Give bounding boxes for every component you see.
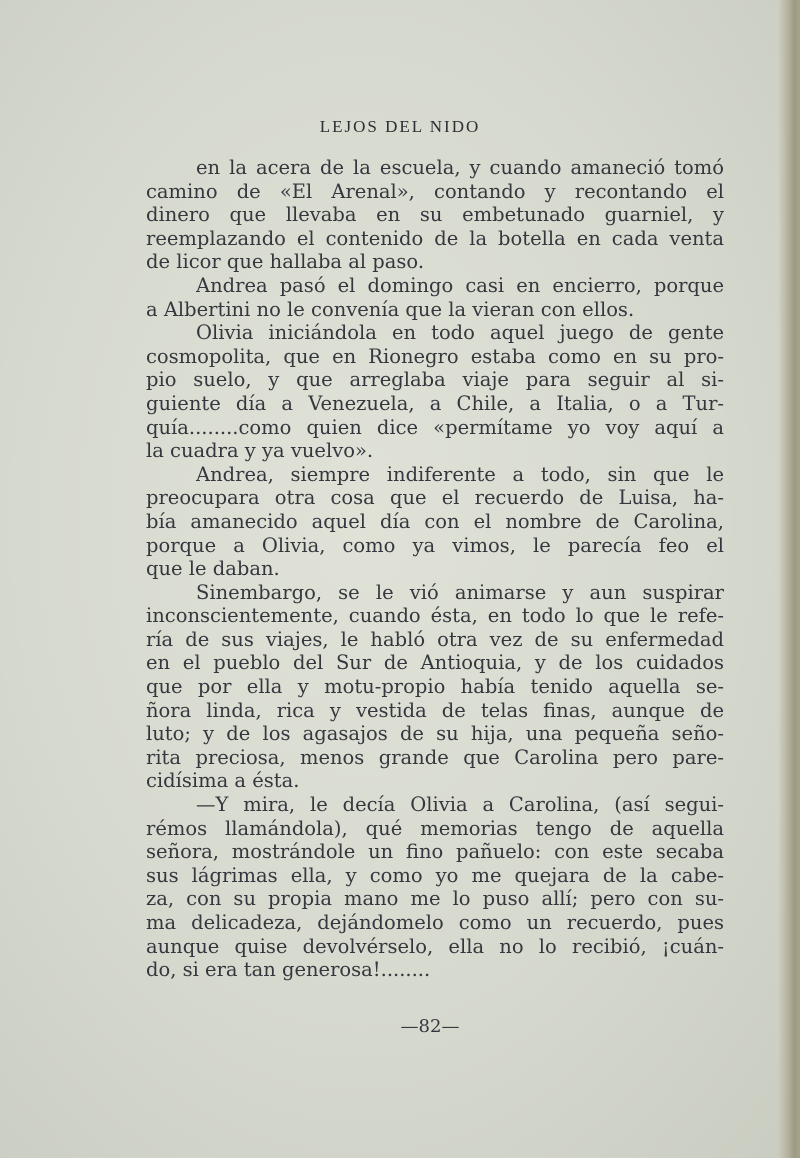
paragraph — [146, 463, 724, 581]
paragraph — [146, 581, 724, 793]
text-line: porque a Olivia, como ya vimos, le parecía feo el — [146, 533, 724, 557]
text-line: —Y mira, le decía Olivia a Carolina, (así segui- — [196, 793, 724, 817]
paragraph — [146, 321, 724, 463]
text-line: dinero que llevaba en su embetunado guarniel, y — [146, 203, 724, 227]
text-line: ma delicadeza, dejándomelo como un recuerdo, pues — [146, 911, 724, 934]
text-line: que le daban. — [146, 557, 280, 581]
text-line: señora, mostrándole un fino pañuelo: con este secaba — [146, 840, 724, 864]
text-line: ría de sus viajes, le habló otra vez de su enfermedad — [146, 627, 724, 651]
text-line: rita preciosa, menos grande que Carolina pero pare- — [146, 745, 724, 769]
text-line: aunque quise devolvérselo, ella no lo recibió, ¡cuán- — [146, 934, 724, 958]
text-line: rémos llamándola), qué memorias tengo de aquella — [146, 816, 724, 840]
paragraph — [146, 274, 724, 321]
text-line: de licor que hallaba al paso. — [146, 250, 425, 274]
text-line: quía........como quien dice «permítame yo voy aquí a — [146, 415, 724, 439]
text-line: ñora linda, rica y vestida de telas finas, aunque de — [146, 698, 724, 722]
text-line: en el pueblo del Sur de Antioquia, y de los cuidados — [146, 651, 724, 675]
text-line: za, con su propia mano me lo puso allí; pero con su- — [146, 887, 724, 911]
text-line: preocupara otra cosa que el recuerdo de Luisa, ha- — [146, 486, 724, 510]
text-line: Andrea pasó el domingo casi en encierro, porque — [196, 273, 724, 297]
text-line: guiente día a Venezuela, a Chile, a Italia, o a Tur- — [146, 391, 724, 415]
text-line: Olivia iniciándola en todo aquel juego de gente — [196, 321, 724, 345]
text-line: do, si era tan generosa!........ — [146, 958, 431, 982]
text-line: inconscientemente, cuando ésta, en todo lo que le refe- — [146, 604, 724, 628]
paragraph — [146, 156, 724, 274]
text-line: bía amanecido aquel día con el nombre de Carolina, — [146, 509, 724, 533]
text-line: en la acera de la escuela, y cuando amaneció tomó — [196, 156, 724, 179]
text-line: reemplazando el contenido de la botella en cada venta — [146, 226, 724, 250]
text-line: a Albertini no le convenía que la vieran con ellos. — [146, 297, 635, 321]
text-line: cidísima a ésta. — [146, 769, 300, 793]
page-number: —82— — [400, 1016, 460, 1037]
text-line: Sinembargo, se le vió animarse y aun suspirar — [196, 580, 724, 604]
text-line: Andrea, siempre indiferente a todo, sin que le — [196, 462, 724, 486]
running-head: LEJOS DEL NIDO — [319, 117, 481, 136]
text-line: camino de «El Arenal», contando y recontando el — [146, 179, 724, 203]
text-line: luto; y de los agasajos de su hija, una pequeña seño- — [146, 722, 724, 746]
text-line: sus lágrimas ella, y como yo me quejara de la cabe- — [146, 863, 724, 887]
text-line: la cuadra y ya vuelvo». — [146, 439, 374, 463]
text-line: que por ella y motu-propio había tenido aquella se- — [146, 675, 724, 699]
text-line: cosmopolita, que en Rionegro estaba como en su pro- — [146, 344, 724, 368]
body-text — [146, 156, 724, 982]
paragraph — [146, 793, 724, 982]
text-line: pio suelo, y que arreglaba viaje para seguir al si- — [146, 368, 724, 392]
page-edge — [778, 0, 800, 1158]
